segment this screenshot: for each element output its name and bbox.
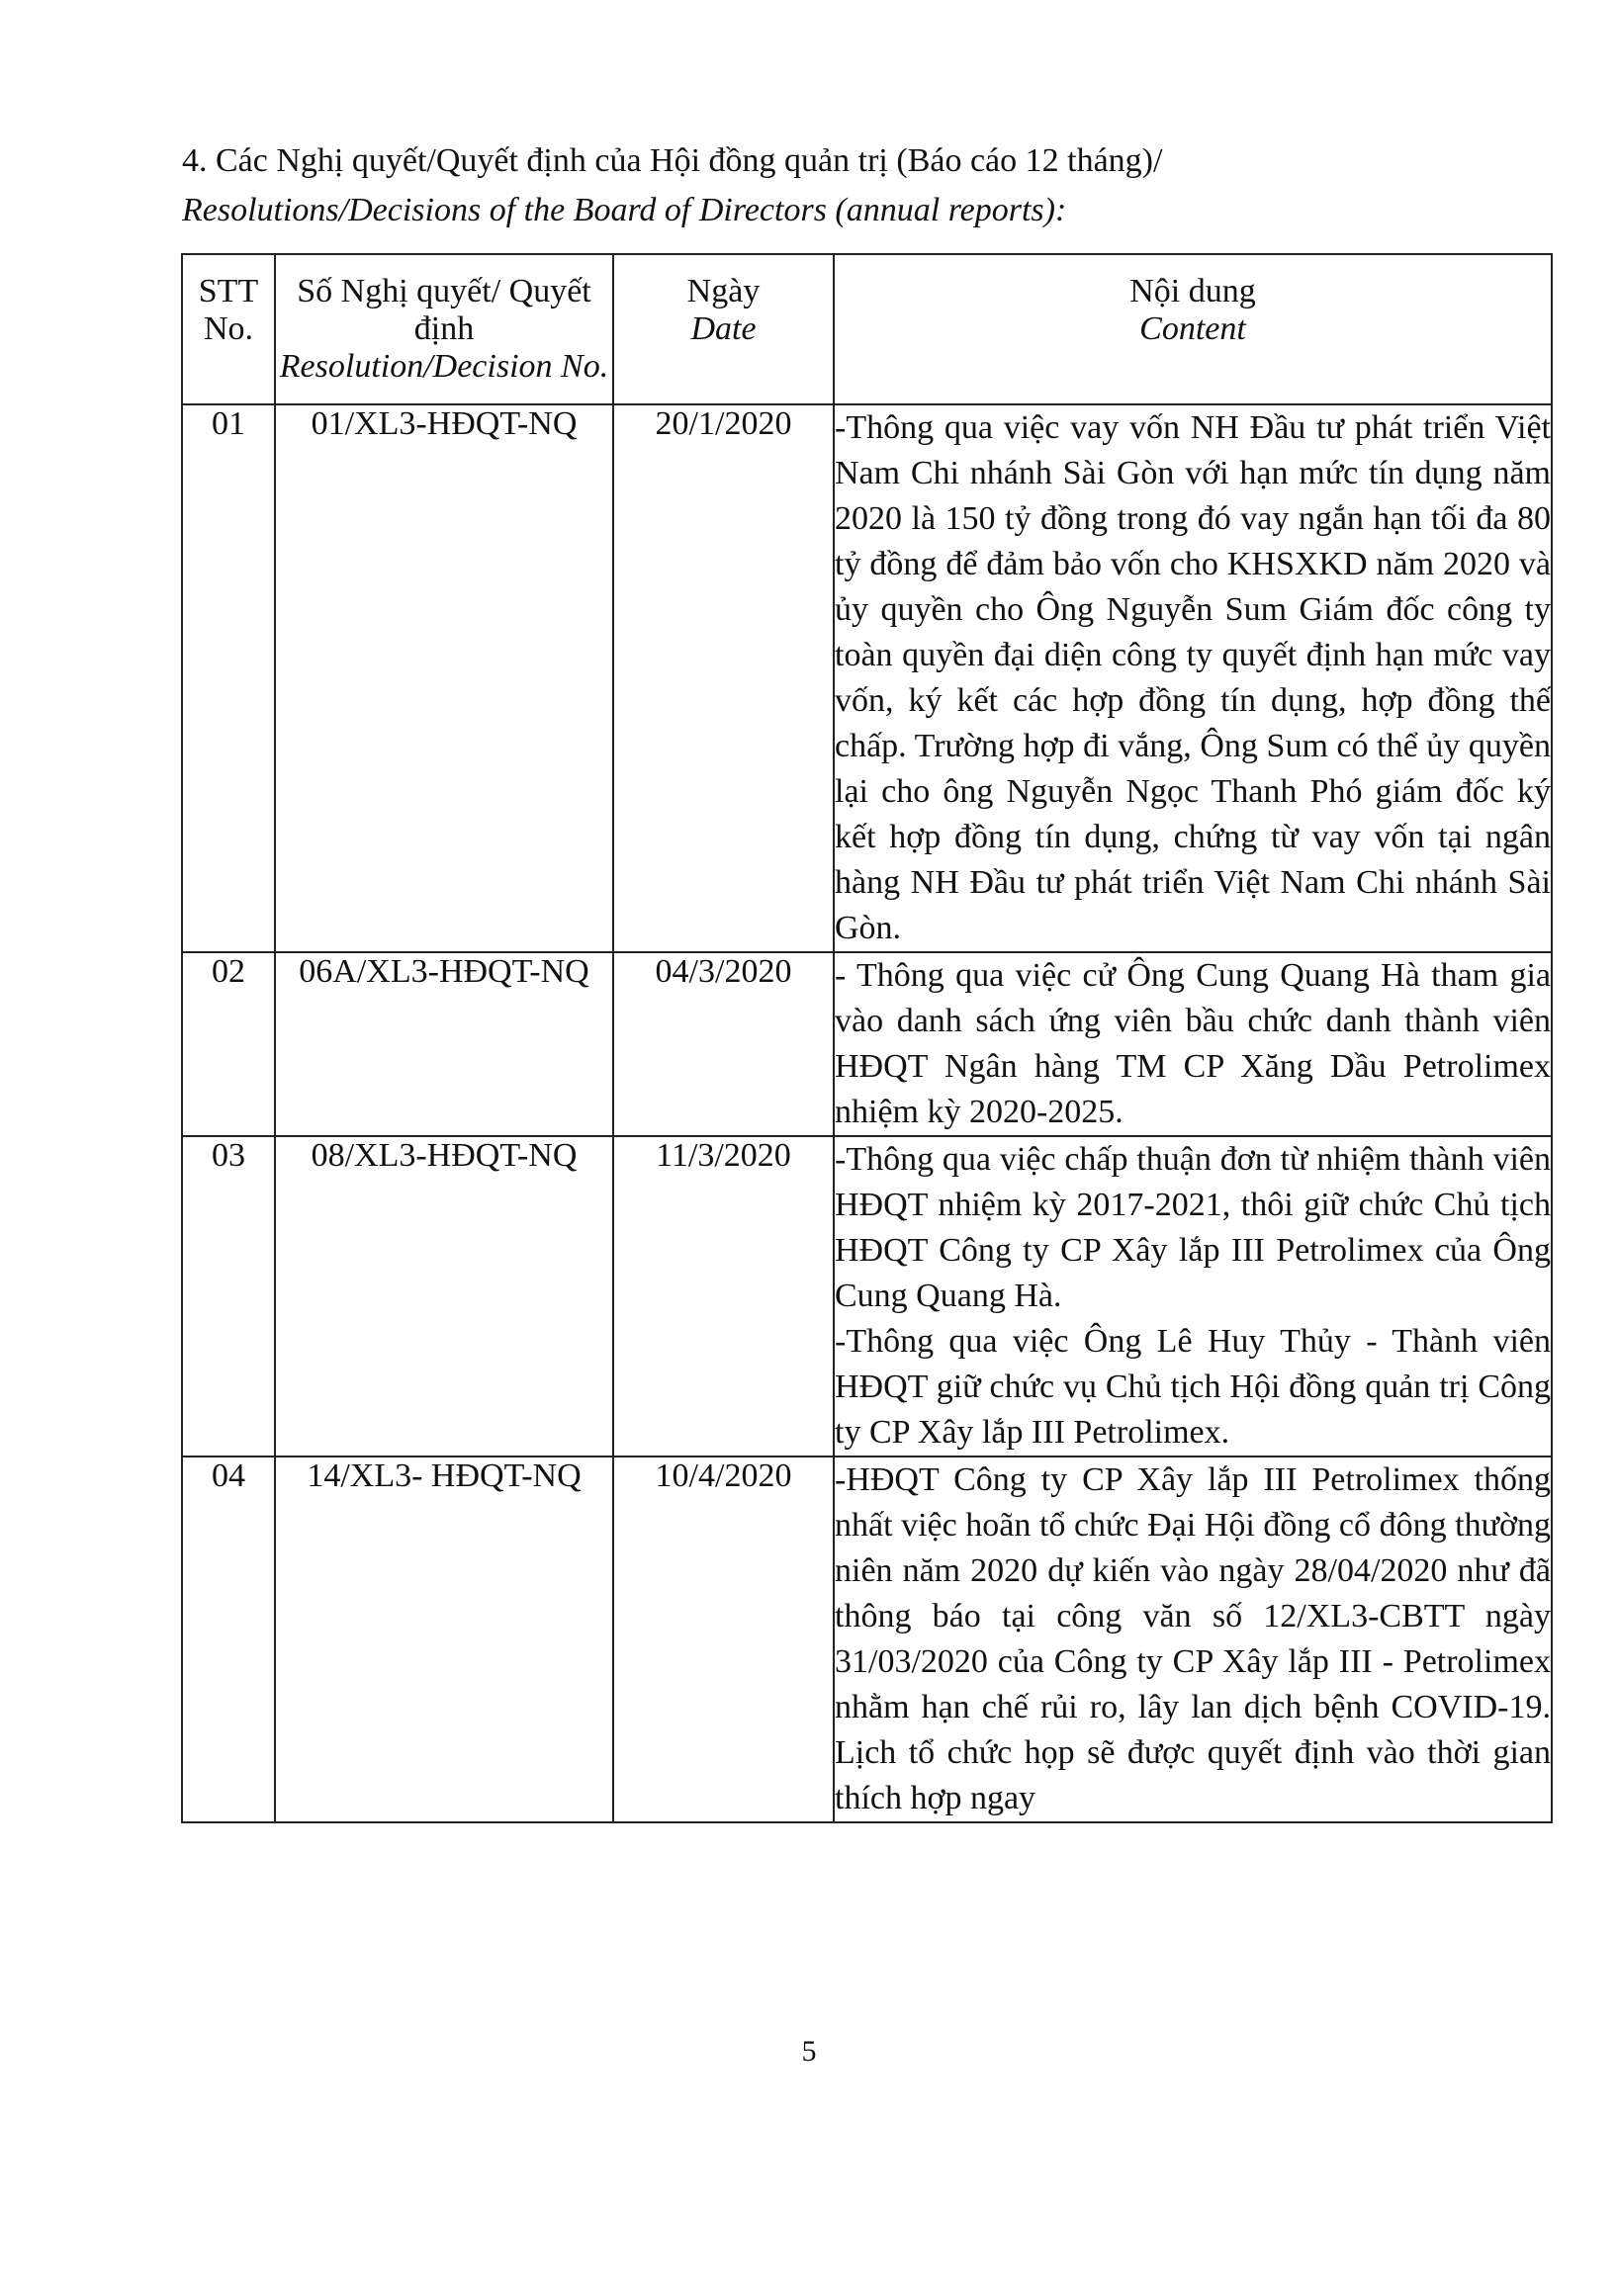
row-no: 02 — [182, 952, 275, 1136]
resolutions-table — [181, 253, 1553, 1823]
row-content-paragraph-2: -Thông qua việc Ông Lê Huy Thủy - Thành viên HĐQT giữ chức vụ Chủ tịch Hội đồng quản trị Công ty CP Xây lắp III Petrolimex. — [835, 1323, 1551, 1451]
table-row — [182, 952, 1552, 1136]
row-number: 14/XL3- HĐQT-NQ — [275, 1457, 613, 1822]
header-date-en: Date — [690, 310, 757, 347]
row-no: 04 — [182, 1457, 275, 1822]
header-content-vi: Nội dung — [1129, 273, 1256, 309]
row-no: 03 — [182, 1136, 275, 1457]
header-number — [275, 254, 613, 404]
row-number: 01/XL3-HĐQT-NQ — [275, 404, 613, 952]
row-content: - Thông qua việc cử Ông Cung Quang Hà tham gia vào danh sách ứng viên bầu chức danh thành viên HĐQT Ngân hàng TM CP Xăng Dầu Petrolimex nhiệm kỳ 2020-2025. — [834, 952, 1552, 1136]
table-row — [182, 404, 1552, 952]
section-title-vi: 4. Các Nghị quyết/Quyết định của Hội đồng quản trị (Báo cáo 12 tháng)/ — [182, 142, 1163, 179]
header-no-en: No. — [203, 310, 254, 347]
table-header-row — [182, 254, 1552, 404]
header-date — [613, 254, 834, 404]
row-content: -HĐQT Công ty CP Xây lắp III Petrolimex thống nhất việc hoãn tổ chức Đại Hội đồng cổ đông thường niên năm 2020 dự kiến vào ngày 28/04/2020 như đã thông báo tại công văn số 12/XL3-CBTT ngày 31/03/2020 của Công ty CP Xây lắp III - Petrolimex nhằm hạn chế rủi ro, lây lan dịch bệnh COVID-19. Lịch tổ chức họp sẽ được quyết định vào thời gian thích hợp ngay — [834, 1457, 1552, 1822]
row-number: 06A/XL3-HĐQT-NQ — [275, 952, 613, 1136]
row-date: 04/3/2020 — [613, 952, 834, 1136]
header-date-vi: Ngày — [686, 273, 761, 309]
row-date: 11/3/2020 — [613, 1136, 834, 1457]
header-number-vi: Số Nghị quyết/ Quyết định — [297, 273, 591, 347]
row-date: 20/1/2020 — [613, 404, 834, 952]
header-content-en: Content — [1139, 310, 1246, 347]
row-content-paragraph-1: -Thông qua việc chấp thuận đơn từ nhiệm thành viên HĐQT nhiệm kỳ 2017-2021, thôi giữ chức Chủ tịch HĐQT Công ty CP Xây lắp III Petrolimex của Ông Cung Quang Hà. — [835, 1141, 1551, 1314]
row-number: 08/XL3-HĐQT-NQ — [275, 1136, 613, 1457]
table-row — [182, 1457, 1552, 1822]
row-content: -Thông qua việc vay vốn NH Đầu tư phát triển Việt Nam Chi nhánh Sài Gòn với hạn mức tín dụng năm 2020 là 150 tỷ đồng trong đó vay ngắn hạn tối đa 80 tỷ đồng để đảm bảo vốn cho KHSXKD năm 2020 và ủy quyền cho Ông Nguyễn Sum Giám đốc công ty toàn quyền đại diện công ty quyết định hạn mức vay vốn, ký kết các hợp đồng tín dụng, hợp đồng thế chấp. Trường hợp đi vắng, Ông Sum có thể ủy quyền lại cho ông Nguyễn Ngọc Thanh Phó giám đốc ký kết hợp đồng tín dụng, chứng từ vay vốn tại ngân hàng NH Đầu tư phát triển Việt Nam Chi nhánh Sài Gòn. — [834, 404, 1552, 952]
header-no-vi: STT — [198, 273, 259, 309]
header-content — [834, 254, 1552, 404]
row-date: 10/4/2020 — [613, 1457, 834, 1822]
page-number: 5 — [801, 2035, 817, 2068]
row-no: 01 — [182, 404, 275, 952]
section-title-en: Resolutions/Decisions of the Board of Directors (annual reports): — [182, 192, 1067, 228]
row-content — [834, 1136, 1552, 1457]
section-heading — [182, 136, 1547, 235]
header-no — [182, 254, 275, 404]
header-number-en: Resolution/Decision No. — [279, 348, 609, 385]
table-row — [182, 1136, 1552, 1457]
